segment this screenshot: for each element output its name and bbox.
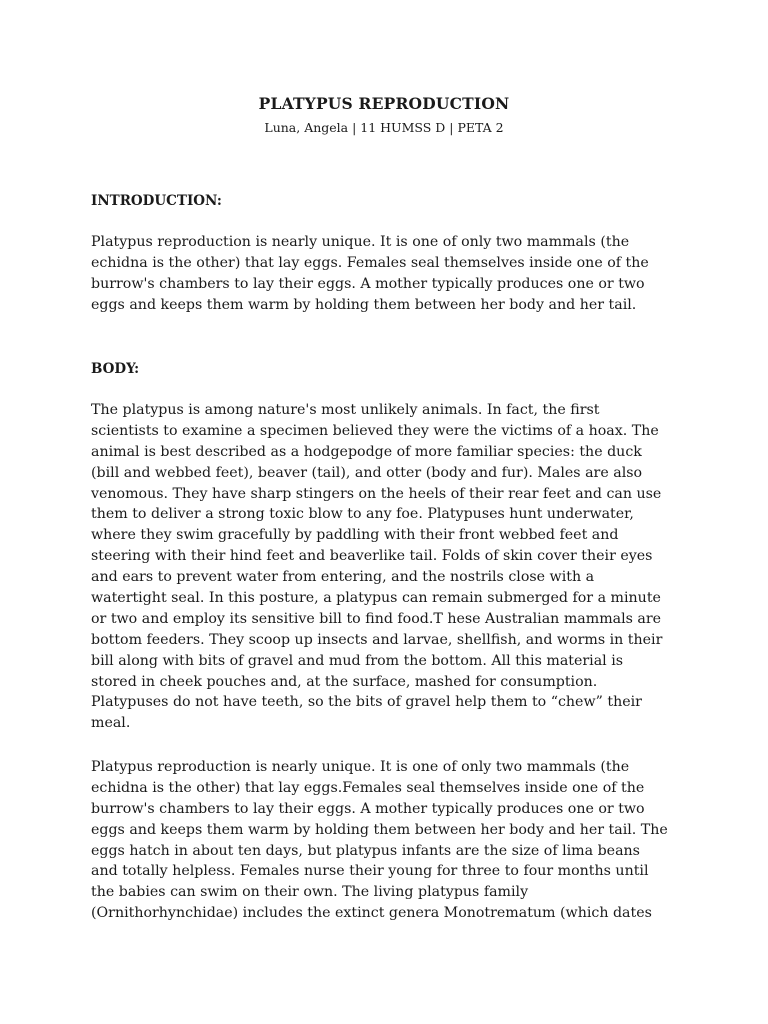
text-line: animal is best described as a hodgepodge of more familiar species: the duck bbox=[91, 443, 642, 460]
body-heading: BODY: bbox=[91, 361, 140, 377]
text-line: burrow's chambers to lay their eggs. A mother typically produces one or two bbox=[91, 800, 645, 817]
text-line: (Ornithorhynchidae) includes the extinct genera Monotrematum (which dates bbox=[91, 905, 652, 922]
text-line: bottom feeders. They scoop up insects and larvae, shellfish, and worms in their bbox=[91, 631, 663, 648]
text-line: watertight seal. In this posture, a platypus can remain submerged for a minute bbox=[91, 590, 661, 607]
text-line: meal. bbox=[91, 715, 131, 732]
text-line: and totally helpless. Females nurse their young for three to four months until bbox=[91, 863, 649, 880]
text-line: bill along with bits of gravel and mud from the bottom. All this material is bbox=[91, 652, 624, 669]
text-line: echidna is the other) that lay eggs. Females seal themselves inside one of the bbox=[91, 254, 649, 271]
introduction-heading: INTRODUCTION: bbox=[91, 193, 222, 209]
text-line: (bill and webbed feet), beaver (tail), and otter (body and fur). Males are also bbox=[91, 464, 643, 481]
document-title: PLATYPUS REPRODUCTION bbox=[258, 94, 510, 113]
text-line: eggs and keeps them warm by holding them between her body and her tail. bbox=[91, 296, 637, 313]
introduction-paragraph bbox=[91, 232, 691, 316]
text-line: where they swim gracefully by paddling with their front webbed feet and bbox=[91, 527, 619, 544]
text-line: them to deliver a strong toxic blow to any foe. Platypuses hunt underwater, bbox=[91, 506, 634, 523]
text-line: burrow's chambers to lay their eggs. A mother typically produces one or two bbox=[91, 275, 645, 292]
text-line: the babies can swim on their own. The living platypus family bbox=[91, 884, 529, 901]
author-line: Luna, Angela | 11 HUMSS D | PETA 2 bbox=[264, 120, 504, 135]
text-line: stored in cheek pouches and, at the surface, mashed for consumption. bbox=[91, 673, 598, 690]
text-line: echidna is the other) that lay eggs.Females seal themselves inside one of the bbox=[91, 779, 645, 796]
body-paragraph-2 bbox=[91, 757, 691, 924]
text-line: or two and employ its sensitive bill to find food.T hese Australian mammals are bbox=[91, 610, 662, 627]
text-line: eggs and keeps them warm by holding them between her body and her tail. The bbox=[91, 821, 668, 838]
text-line: Platypus reproduction is nearly unique. It is one of only two mammals (the bbox=[91, 759, 630, 775]
text-line: Platypus reproduction is nearly unique. It is one of only two mammals (the bbox=[91, 234, 630, 250]
body-paragraph-1 bbox=[91, 400, 691, 734]
text-line: eggs hatch in about ten days, but platypus infants are the size of lima beans bbox=[91, 842, 640, 859]
text-line: The platypus is among nature's most unlikely animals. In fact, the first bbox=[91, 402, 600, 418]
text-line: venomous. They have sharp stingers on the heels of their rear feet and can use bbox=[91, 485, 662, 502]
text-line: steering with their hind feet and beaverlike tail. Folds of skin cover their eyes bbox=[91, 548, 653, 565]
text-line: scientists to examine a specimen believed they were the victims of a hoax. The bbox=[91, 422, 659, 439]
text-line: Platypuses do not have teeth, so the bits of gravel help them to “chew” their bbox=[91, 694, 642, 711]
text-line: and ears to prevent water from entering, and the nostrils close with a bbox=[91, 569, 595, 586]
